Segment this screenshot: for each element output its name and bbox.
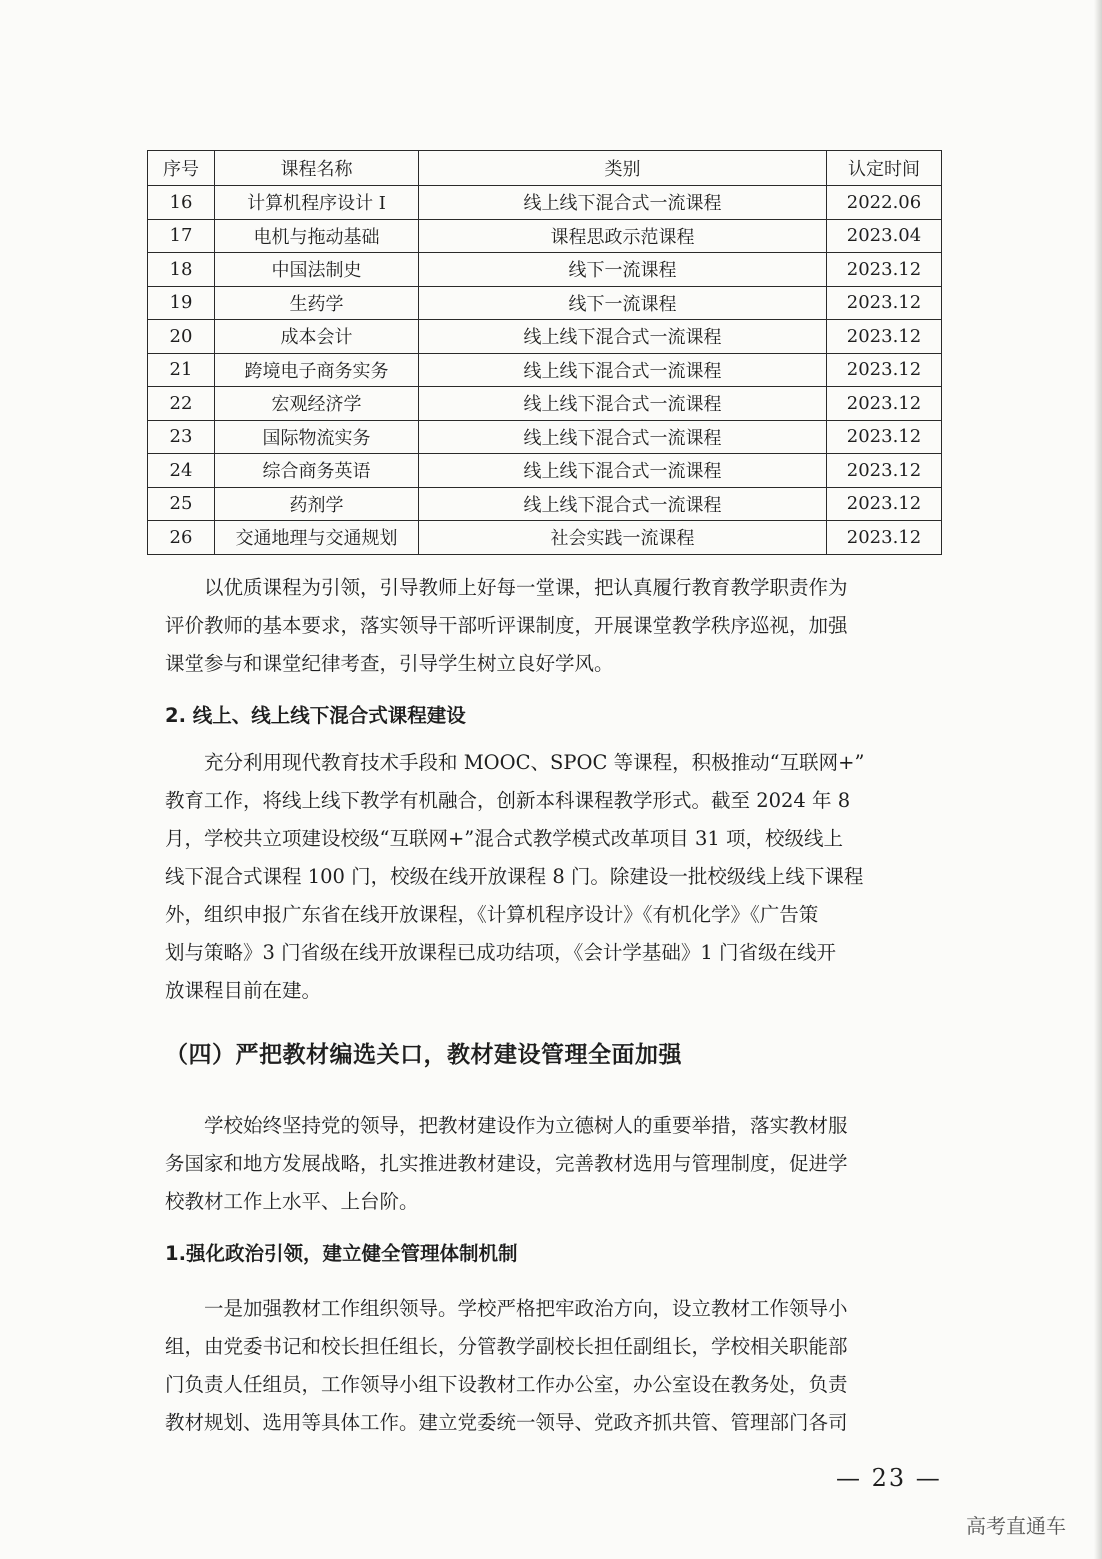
cell-seq: 26 xyxy=(148,521,215,555)
table-row xyxy=(148,387,942,421)
cell-seq: 25 xyxy=(148,487,215,521)
text-line: 评价教师的基本要求，落实领导干部听评课制度，开展课堂教学秩序巡视，加强 xyxy=(165,614,848,637)
cell-course-name: 交通地理与交通规划 xyxy=(215,521,419,555)
cell-course-name: 成本会计 xyxy=(215,320,419,354)
cell-course-name: 国际物流实务 xyxy=(215,420,419,454)
table-row xyxy=(148,219,942,253)
text-line: 放课程目前在建。 xyxy=(165,979,322,1002)
text-line: 课堂参与和课堂纪律考查，引导学生树立良好学风。 xyxy=(165,652,614,675)
paragraph-online-courses xyxy=(165,744,941,1010)
subheading-political-guidance: 1.强化政治引领，建立健全管理体制机制 xyxy=(165,1242,518,1265)
page-number: — 23 — xyxy=(836,1464,942,1492)
cell-seq: 19 xyxy=(148,286,215,320)
text-line: 学校始终坚持党的领导，把教材建设作为立德树人的重要举措，落实教材服 xyxy=(165,1114,848,1137)
table-body xyxy=(148,186,942,555)
paragraph-textbook-policy xyxy=(165,1107,941,1221)
cell-category: 线上线下混合式一流课程 xyxy=(419,387,827,421)
table-row xyxy=(148,186,942,220)
text-line: 月，学校共立项建设校级“互联网+”混合式教学模式改革项目 31 项，校级线上 xyxy=(165,827,843,850)
cell-category: 线上线下混合式一流课程 xyxy=(419,487,827,521)
text-line: 一是加强教材工作组织领导。学校严格把牢政治方向，设立教材工作领导小 xyxy=(165,1297,848,1320)
cell-date: 2023.12 xyxy=(827,387,942,421)
cell-seq: 24 xyxy=(148,454,215,488)
cell-date: 2023.12 xyxy=(827,521,942,555)
cell-date: 2023.12 xyxy=(827,487,942,521)
table-header-row xyxy=(148,151,942,186)
cell-category: 线下一流课程 xyxy=(419,253,827,287)
cell-course-name: 跨境电子商务实务 xyxy=(215,353,419,387)
text-line: 校教材工作上水平、上台阶。 xyxy=(165,1190,419,1213)
cell-category: 课程思政示范课程 xyxy=(419,219,827,253)
table-row xyxy=(148,487,942,521)
cell-date: 2023.12 xyxy=(827,286,942,320)
page-edge-shadow xyxy=(1094,0,1102,1559)
table-row xyxy=(148,521,942,555)
cell-seq: 23 xyxy=(148,420,215,454)
table-row xyxy=(148,353,942,387)
table-row xyxy=(148,420,942,454)
cell-date: 2023.04 xyxy=(827,219,942,253)
cell-course-name: 中国法制史 xyxy=(215,253,419,287)
cell-category: 线上线下混合式一流课程 xyxy=(419,186,827,220)
cell-date: 2023.12 xyxy=(827,253,942,287)
header-course-name: 课程名称 xyxy=(215,151,419,186)
cell-date: 2023.12 xyxy=(827,353,942,387)
cell-course-name: 宏观经济学 xyxy=(215,387,419,421)
table-row xyxy=(148,320,942,354)
section-heading-textbooks: （四）严把教材编选关口，教材建设管理全面加强 xyxy=(165,1042,682,1068)
text-line: 教育工作，将线上线下教学有机融合，创新本科课程教学形式。截至 2024 年 8 xyxy=(165,789,851,812)
text-line: 以优质课程为引领，引导教师上好每一堂课，把认真履行教育教学职责作为 xyxy=(165,576,848,599)
watermark-text: 高考直通车 xyxy=(966,1514,1066,1538)
text-line: 组，由党委书记和校长担任组长，分管教学副校长担任副组长，学校相关职能部 xyxy=(165,1335,848,1358)
cell-course-name: 电机与拖动基础 xyxy=(215,219,419,253)
text-line: 充分利用现代教育技术手段和 MOOC、SPOC 等课程，积极推动“互联网+” xyxy=(165,751,865,774)
cell-date: 2023.12 xyxy=(827,320,942,354)
cell-seq: 17 xyxy=(148,219,215,253)
cell-category: 社会实践一流课程 xyxy=(419,521,827,555)
text-line: 线下混合式课程 100 门，校级在线开放课程 8 门。除建设一批校级线上线下课程 xyxy=(165,865,864,888)
cell-course-name: 综合商务英语 xyxy=(215,454,419,488)
cell-date: 2023.12 xyxy=(827,420,942,454)
cell-category: 线下一流课程 xyxy=(419,286,827,320)
cell-seq: 22 xyxy=(148,387,215,421)
paragraph-textbook-leadership xyxy=(165,1290,941,1442)
header-date: 认定时间 xyxy=(827,151,942,186)
cell-course-name: 药剂学 xyxy=(215,487,419,521)
header-seq: 序号 xyxy=(148,151,215,186)
table-row xyxy=(148,454,942,488)
cell-course-name: 计算机程序设计 I xyxy=(215,186,419,220)
cell-seq: 18 xyxy=(148,253,215,287)
header-category: 类别 xyxy=(419,151,827,186)
paragraph-quality-courses xyxy=(165,569,941,683)
cell-category: 线上线下混合式一流课程 xyxy=(419,320,827,354)
cell-seq: 20 xyxy=(148,320,215,354)
cell-category: 线上线下混合式一流课程 xyxy=(419,420,827,454)
cell-date: 2023.12 xyxy=(827,454,942,488)
text-line: 外，组织申报广东省在线开放课程，《计算机程序设计》《有机化学》《广告策 xyxy=(165,903,819,926)
cell-seq: 16 xyxy=(148,186,215,220)
cell-category: 线上线下混合式一流课程 xyxy=(419,454,827,488)
course-table xyxy=(147,150,942,555)
cell-seq: 21 xyxy=(148,353,215,387)
table-row xyxy=(148,253,942,287)
cell-course-name: 生药学 xyxy=(215,286,419,320)
text-line: 务国家和地方发展战略，扎实推进教材建设，完善教材选用与管理制度，促进学 xyxy=(165,1152,848,1175)
subheading-online-courses: 2. 线上、线上线下混合式课程建设 xyxy=(165,704,466,727)
cell-date: 2022.06 xyxy=(827,186,942,220)
text-line: 门负责人任组员，工作领导小组下设教材工作办公室，办公室设在教务处，负责 xyxy=(165,1373,848,1396)
cell-category: 线上线下混合式一流课程 xyxy=(419,353,827,387)
text-line: 划与策略》3 门省级在线开放课程已成功结项，《会计学基础》1 门省级在线开 xyxy=(165,941,836,964)
text-line: 教材规划、选用等具体工作。建立党委统一领导、党政齐抓共管、管理部门各司 xyxy=(165,1411,848,1434)
table-row xyxy=(148,286,942,320)
